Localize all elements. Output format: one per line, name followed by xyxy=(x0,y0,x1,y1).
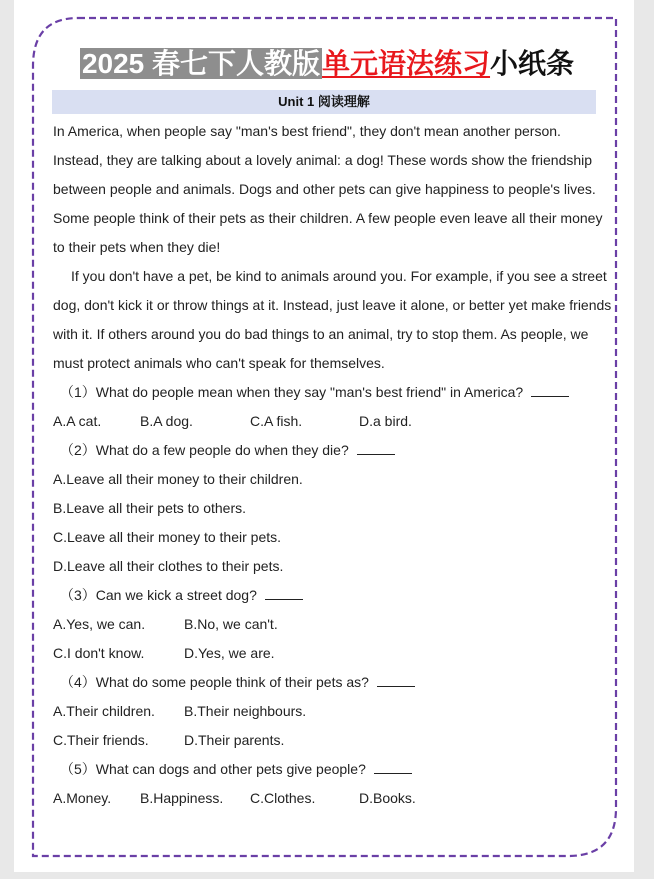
answer-blank[interactable] xyxy=(265,585,303,600)
option-d[interactable]: D.Books. xyxy=(359,790,416,806)
option-c[interactable]: C.I don't know. xyxy=(53,645,145,661)
question-3 xyxy=(53,581,613,610)
option-d[interactable]: D.a bird. xyxy=(359,413,412,429)
option-a[interactable]: A.Money. xyxy=(53,790,112,806)
question-5 xyxy=(53,755,613,784)
option-c[interactable]: C.Clothes. xyxy=(250,790,316,806)
unit-heading: Unit 1 阅读理解 xyxy=(52,90,596,114)
answer-blank[interactable] xyxy=(357,440,395,455)
page-title xyxy=(0,44,654,84)
question-1 xyxy=(53,378,613,407)
option-d[interactable]: D.Yes, we are. xyxy=(184,645,275,661)
option-b[interactable]: B.Their neighbours. xyxy=(184,703,307,719)
question-text: （4）What do some people think of their pets as? xyxy=(60,674,369,690)
option-b[interactable]: B.Leave all their pets to others. xyxy=(53,500,246,516)
answer-blank[interactable] xyxy=(531,382,569,397)
options-row xyxy=(53,726,613,755)
question-text: （3）Can we kick a street dog? xyxy=(60,587,257,603)
answer-blank[interactable] xyxy=(377,672,415,687)
options-row xyxy=(53,697,613,726)
options-row xyxy=(53,610,613,639)
title-prefix: 2025 春七下人教版 xyxy=(81,48,321,79)
question-2 xyxy=(53,436,613,465)
question-text: （2）What do a few people do when they die? xyxy=(60,442,349,458)
option-b[interactable]: B.Happiness. xyxy=(140,790,224,806)
option-a[interactable]: A.Yes, we can. xyxy=(53,616,146,632)
answer-blank[interactable] xyxy=(374,759,412,774)
option-c[interactable]: C.A fish. xyxy=(250,413,303,429)
option-b[interactable]: B.No, we can't. xyxy=(184,616,278,632)
options-row xyxy=(53,407,613,436)
worksheet-content xyxy=(53,117,613,813)
passage-paragraph-2: If you don't have a pet, be kind to animals around you. For example, if you see a street dog, don't kick it or throw things at it. Instead, just leave it alone, or better yet make friends with it. If others around you do bad things to an animal, try to stop them. As people, we must protect animals who can't speak for themselves. xyxy=(53,268,612,371)
options-row xyxy=(53,639,613,668)
option-d[interactable]: D.Leave all their clothes to their pets. xyxy=(53,558,284,574)
option-c[interactable]: C.Leave all their money to their pets. xyxy=(53,529,282,545)
options-row xyxy=(53,784,613,813)
option-c[interactable]: C.Their friends. xyxy=(53,732,149,748)
option-a[interactable]: A.Their children. xyxy=(53,703,155,719)
passage-paragraph-1: In America, when people say "man's best friend", they don't mean another person. Instead, they are talking about a lovely animal: a dog! These words show the friendship between people and animals. Dogs and other pets can give happiness to people's lives. Some people think of their pets as their children. A few people even leave all their money to their pets when they die! xyxy=(53,123,603,255)
option-a[interactable]: A.A cat. xyxy=(53,413,102,429)
option-d[interactable]: D.Their parents. xyxy=(184,732,285,748)
question-text: （1）What do people mean when they say "man's best friend" in America? xyxy=(60,384,524,400)
title-suffix: 小纸条 xyxy=(490,48,575,79)
title-highlight: 单元语法练习 xyxy=(322,48,491,79)
option-b[interactable]: B.A dog. xyxy=(140,413,193,429)
question-text: （5）What can dogs and other pets give people? xyxy=(60,761,366,777)
question-4 xyxy=(53,668,613,697)
option-a[interactable]: A.Leave all their money to their children. xyxy=(53,471,303,487)
